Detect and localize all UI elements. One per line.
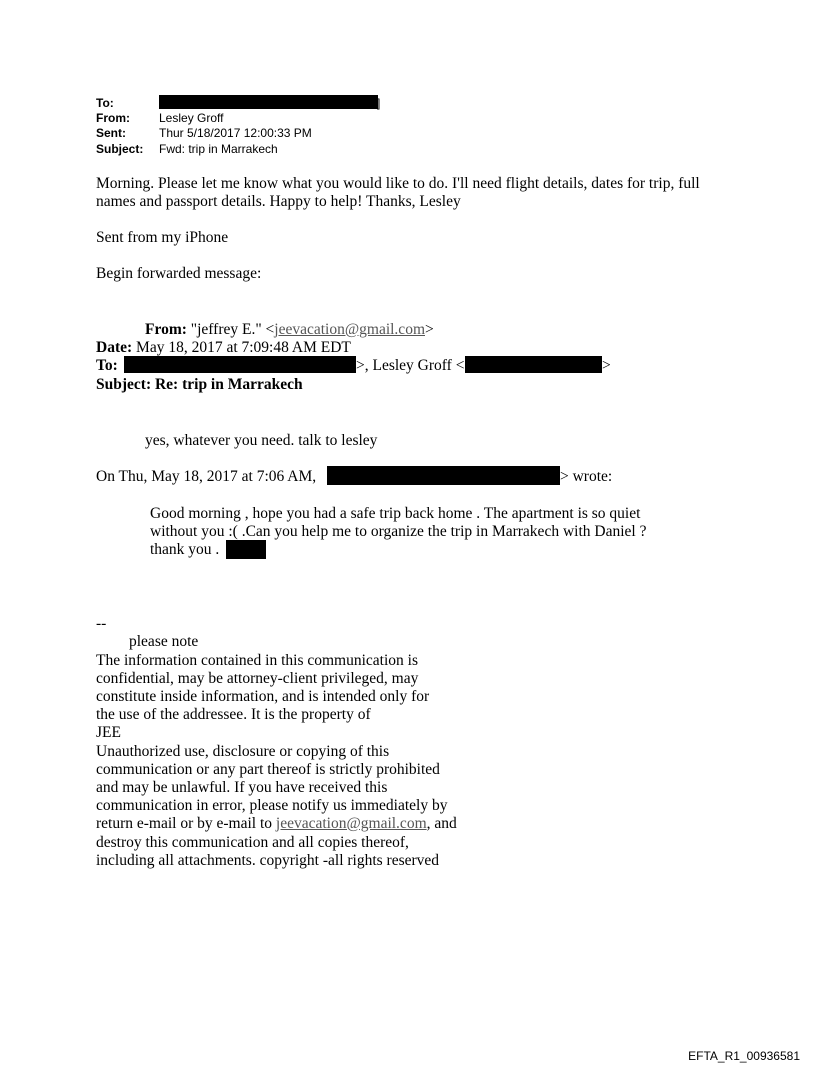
quoted-line-1: Good morning , hope you had a safe trip back home . The apartment is so quiet xyxy=(150,505,641,522)
redaction-bar xyxy=(226,540,266,559)
fwd-from-name: "jeffrey E." < xyxy=(186,321,275,338)
disclaimer-line: confidential, may be attorney-client privileged, may xyxy=(96,670,419,687)
disclaimer-line: including all attachments. copyright -all rights reserved xyxy=(96,852,440,869)
disclaimer-line: communication or any part thereof is strictly prohibited xyxy=(96,761,440,778)
fwd-to-label: To: xyxy=(96,357,118,374)
quoted-line-2: without you :( .Can you help me to organize the trip in Marrakech with Daniel ? xyxy=(150,523,647,540)
redaction-bar xyxy=(124,356,356,373)
header-sent-value: Thur 5/18/2017 12:00:33 PM xyxy=(159,126,312,140)
header-from-row xyxy=(96,111,130,126)
disclaimer-line: destroy this communication and all copies thereof, xyxy=(96,834,409,851)
signature-dashes: -- xyxy=(96,615,107,632)
header-to-label: To: xyxy=(96,96,114,110)
disclaimer-line: The information contained in this communication is xyxy=(96,652,418,669)
disclaimer-line: and may be unlawful. If you have received this xyxy=(96,779,388,796)
signature-please-note: please note xyxy=(129,633,199,650)
fwd-date-value: May 18, 2017 at 7:09:48 AM EDT xyxy=(132,339,351,356)
fwd-date-line xyxy=(96,339,351,358)
disclaimer-return-line xyxy=(96,815,457,834)
redaction-bar xyxy=(465,356,602,373)
header-sent-label: Sent: xyxy=(96,126,126,140)
header-from-label: From: xyxy=(96,111,130,125)
begin-forwarded-line: Begin forwarded message: xyxy=(96,265,262,282)
fwd-subject-line: Subject: Re: trip in Marrakech xyxy=(96,376,303,393)
header-subject-label: Subject: xyxy=(96,142,144,156)
disclaimer-return-prefix: return e-mail or by e-mail to xyxy=(96,815,276,832)
disclaimer-line: constitute inside information, and is intended only for xyxy=(96,688,430,705)
reply-on-prefix: On Thu, May 18, 2017 at 7:06 AM, xyxy=(96,468,317,485)
sent-from-line: Sent from my iPhone xyxy=(96,229,229,246)
body-line-1: Morning. Please let me know what you would like to do. I'll need flight details, dates for trip, full xyxy=(96,175,700,192)
redaction-bar xyxy=(159,95,381,110)
disclaimer-line: communication in error, please notify us immediately by xyxy=(96,797,448,814)
fwd-from-close: > xyxy=(425,321,434,338)
header-sent-row xyxy=(96,126,126,141)
header-subject-row xyxy=(96,142,143,157)
disclaimer-email-link[interactable]: jeevacation@gmail.com xyxy=(275,815,427,832)
fwd-from-email-link[interactable]: jeevacation@gmail.com xyxy=(274,321,425,338)
header-to-row xyxy=(96,96,114,111)
fwd-from-label: From: xyxy=(145,321,187,338)
fwd-to-mid: >, Lesley Groff < xyxy=(356,357,465,374)
header-from-value: Lesley Groff xyxy=(159,111,224,125)
fwd-date-label: Date: xyxy=(96,339,133,356)
disclaimer-line: Unauthorized use, disclosure or copying of this xyxy=(96,743,390,760)
quoted-line-3: thank you . xyxy=(150,541,220,558)
reply-on-suffix: > wrote: xyxy=(560,468,613,485)
fwd-to-close: > xyxy=(602,357,611,374)
fwd-from-line xyxy=(145,321,434,340)
redaction-bar xyxy=(327,466,560,485)
body-line-2: names and passport details. Happy to help! Thanks, Lesley xyxy=(96,193,461,210)
disclaimer-return-suffix: , and xyxy=(426,815,457,832)
disclaimer-line: the use of the addressee. It is the property of xyxy=(96,706,371,723)
reply-text: yes, whatever you need. talk to lesley xyxy=(145,432,378,449)
disclaimer-line: JEE xyxy=(96,724,121,741)
header-to-tail: ] xyxy=(377,96,381,110)
header-subject-value: Fwd: trip in Marrakech xyxy=(159,142,278,156)
document-id: EFTA_R1_00936581 xyxy=(688,1049,800,1063)
